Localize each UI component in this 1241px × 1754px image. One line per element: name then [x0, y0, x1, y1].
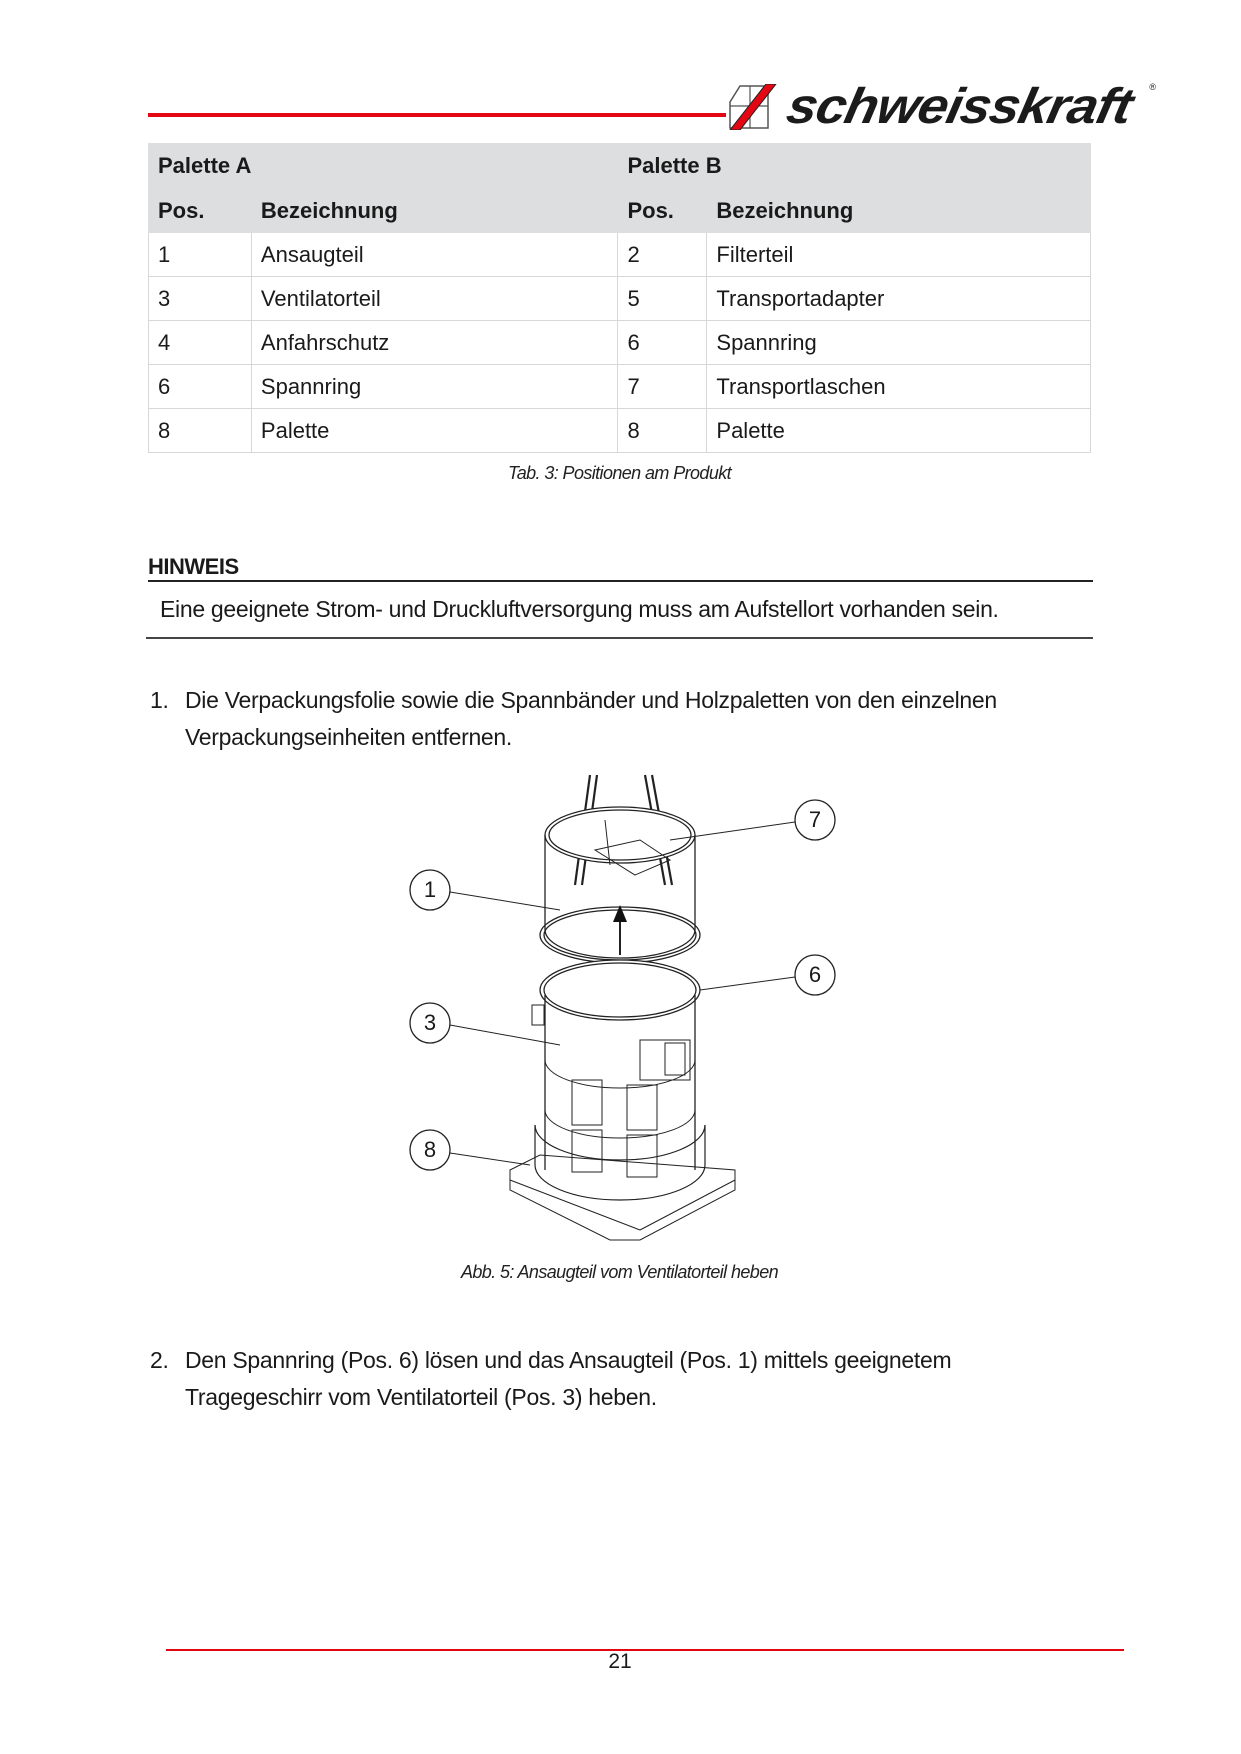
- callout-label: 8: [423, 1137, 437, 1162]
- cell-a-name: Ansaugteil: [251, 233, 618, 277]
- cell-a-pos: 6: [149, 365, 252, 409]
- notice-text: Eine geeignete Strom- und Druckluftversorgung muss am Aufstellort vorhanden sein.: [160, 596, 999, 622]
- page-number: 21: [608, 1650, 632, 1673]
- figure-caption: Abb. 5: Ansaugteil vom Ventilatorteil heben: [460, 1262, 779, 1282]
- callout-label: 1: [423, 877, 437, 902]
- group-header-a: Palette A: [149, 144, 618, 189]
- table-row: [149, 233, 1091, 277]
- logo-wordmark: schweisskraft: [782, 78, 1138, 134]
- group-header-b: Palette B: [618, 144, 1091, 189]
- notice-title: HINWEIS: [148, 554, 239, 579]
- cell-a-name: Anfahrschutz: [251, 321, 618, 365]
- positions-table: [148, 143, 1091, 453]
- table-row: [149, 321, 1091, 365]
- table-row: [149, 365, 1091, 409]
- col-header-pos-a: Pos.: [149, 189, 252, 233]
- cell-a-pos: 1: [149, 233, 252, 277]
- cell-a-pos: 3: [149, 277, 252, 321]
- header-red-rule: [148, 113, 726, 117]
- cell-a-name: Palette: [251, 409, 618, 453]
- cell-b-name: Filterteil: [707, 233, 1091, 277]
- table-row: [149, 277, 1091, 321]
- notice-bottom-rule: [146, 637, 1093, 639]
- step-text: [185, 1342, 1085, 1416]
- col-header-name-b: Bezeichnung: [707, 189, 1091, 233]
- col-header-name-a: Bezeichnung: [251, 189, 618, 233]
- step-line: Tragegeschirr vom Ventilatorteil (Pos. 3) heben.: [185, 1384, 657, 1410]
- cell-b-name: Transportlaschen: [707, 365, 1091, 409]
- callout-label: 6: [808, 962, 822, 987]
- callout-label: 3: [423, 1010, 437, 1035]
- notice-top-rule: [148, 580, 1093, 582]
- cell-b-name: Transportadapter: [707, 277, 1091, 321]
- step-line: Den Spannring (Pos. 6) lösen und das Ansaugteil (Pos. 1) mittels geeignetem: [185, 1347, 952, 1373]
- step-line: Die Verpackungsfolie sowie die Spannbänder und Holzpaletten von den einzelnen: [185, 687, 997, 713]
- cell-a-name: Ventilatorteil: [251, 277, 618, 321]
- table-group-header: [149, 144, 1091, 189]
- logo-mark-icon: [728, 84, 784, 130]
- cell-a-pos: 8: [149, 409, 252, 453]
- cell-b-name: Spannring: [707, 321, 1091, 365]
- step-number: 1.: [150, 687, 169, 713]
- cell-b-pos: 7: [618, 365, 707, 409]
- table-caption: Tab. 3: Positionen am Produkt: [507, 463, 732, 483]
- callout-label: 7: [808, 807, 822, 832]
- step-line: Verpackungseinheiten entfernen.: [185, 724, 513, 750]
- cell-b-name: Palette: [707, 409, 1091, 453]
- brand-logo: [728, 78, 1158, 134]
- product-illustration: [400, 770, 860, 1250]
- col-header-pos-b: Pos.: [618, 189, 707, 233]
- cell-a-name: Spannring: [251, 365, 618, 409]
- registered-mark: ®: [1149, 82, 1156, 92]
- cell-b-pos: 8: [618, 409, 707, 453]
- step-text: [185, 682, 1085, 756]
- table-row: [149, 409, 1091, 453]
- step-number: 2.: [150, 1347, 169, 1373]
- cell-a-pos: 4: [149, 321, 252, 365]
- cell-b-pos: 5: [618, 277, 707, 321]
- cell-b-pos: 2: [618, 233, 707, 277]
- cell-b-pos: 6: [618, 321, 707, 365]
- table-column-header: [149, 189, 1091, 233]
